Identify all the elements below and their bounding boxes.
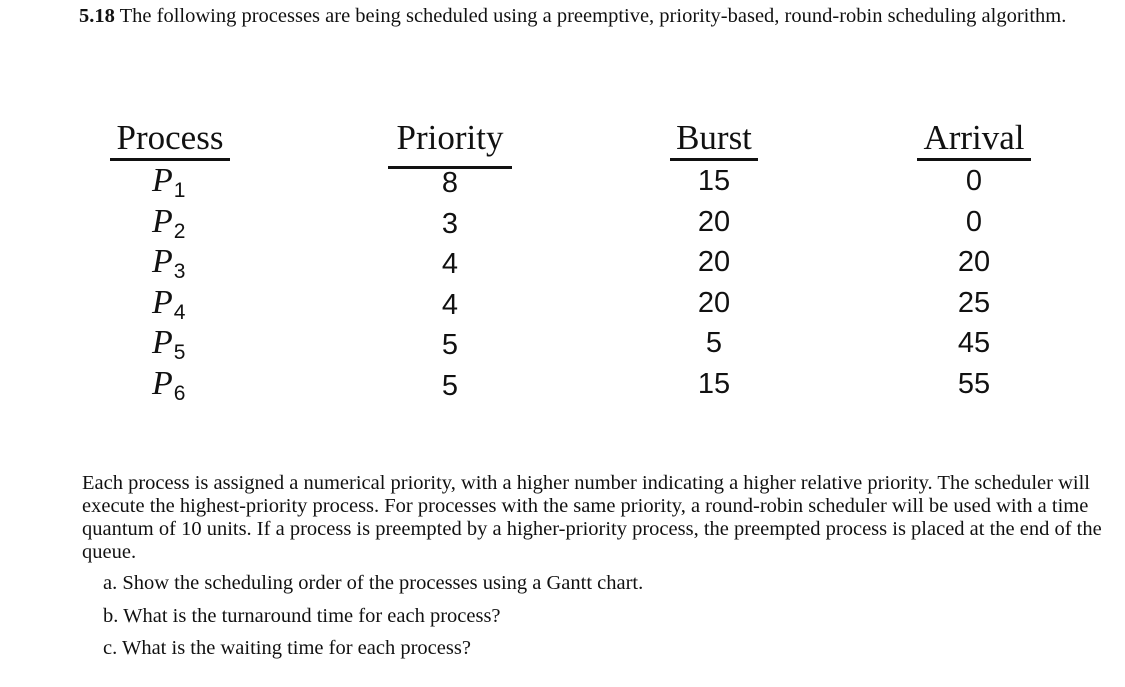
process-cell: [152, 364, 230, 405]
process-subscript: 2: [173, 219, 186, 243]
process-cell: [152, 323, 230, 364]
burst-values: [670, 161, 758, 405]
process-subscript: 5: [173, 341, 186, 365]
arrival-cell: 55: [957, 367, 991, 400]
process-letter: P: [152, 202, 173, 240]
process-letter: P: [152, 324, 173, 362]
question-item: a. Show the scheduling order of the processes using a Gantt chart.: [103, 572, 644, 594]
process-letter: P: [152, 364, 173, 402]
process-cell: [152, 161, 230, 202]
question-item: c. What is the waiting time for each process?: [103, 637, 471, 659]
process-column: [110, 118, 230, 405]
priority-cell: 5: [441, 329, 459, 362]
process-letter: P: [152, 283, 173, 321]
process-subscript: 4: [173, 300, 186, 324]
burst-cell: 20: [697, 286, 731, 319]
process-subscript: 3: [173, 260, 186, 284]
question-list: [103, 572, 643, 670]
arrival-cell: 45: [957, 327, 991, 360]
process-cell: [152, 202, 230, 243]
arrival-values: [917, 161, 1031, 405]
burst-cell: 15: [697, 367, 731, 400]
burst-cell: 20: [697, 205, 731, 238]
process-subscript: 1: [173, 179, 186, 202]
process-header: Process: [116, 118, 224, 157]
question-item: b. What is the turnaround time for each process?: [103, 604, 501, 627]
process-cell: [152, 242, 230, 283]
problem-intro: The following processes are being scheduled using a preemptive, priority-based, round-robin scheduling algorithm.: [119, 5, 1067, 27]
arrival-cell: 20: [957, 246, 991, 279]
priority-cell: 8: [441, 167, 459, 199]
process-subscript: 6: [173, 381, 186, 405]
burst-cell: 5: [705, 327, 723, 360]
arrival-column: [917, 118, 1031, 405]
process-letter: P: [152, 162, 173, 199]
process-cell: [152, 283, 230, 324]
problem-number: 5.18: [79, 5, 115, 27]
process-letter: P: [152, 243, 173, 281]
priority-cell: 5: [441, 369, 459, 402]
burst-header: Burst: [676, 118, 752, 157]
priority-cell: 4: [441, 288, 459, 321]
problem-description: Each process is assigned a numerical priority, with a higher number indicating a higher relative priority. The scheduler will execute the highest-priority process. For processes with the same priority, a round-robin scheduler will be used with a time quantum of 10 units. If a process is preempted by a higher-priority process, the preempted process is placed at the end of the queue.: [82, 472, 1102, 563]
arrival-header: Arrival: [923, 118, 1025, 157]
arrival-cell: 0: [965, 205, 983, 238]
problem-statement: [79, 4, 1079, 28]
priority-cell: 4: [441, 248, 459, 281]
burst-column: [670, 118, 758, 405]
arrival-cell: 0: [965, 165, 983, 197]
priority-column: [388, 118, 512, 407]
arrival-cell: 25: [957, 286, 991, 319]
process-values: [110, 161, 230, 405]
burst-cell: 20: [697, 246, 731, 279]
priority-cell: 3: [441, 207, 459, 240]
priority-header: Priority: [396, 118, 504, 157]
priority-values: [388, 163, 512, 407]
burst-cell: 15: [697, 165, 731, 197]
